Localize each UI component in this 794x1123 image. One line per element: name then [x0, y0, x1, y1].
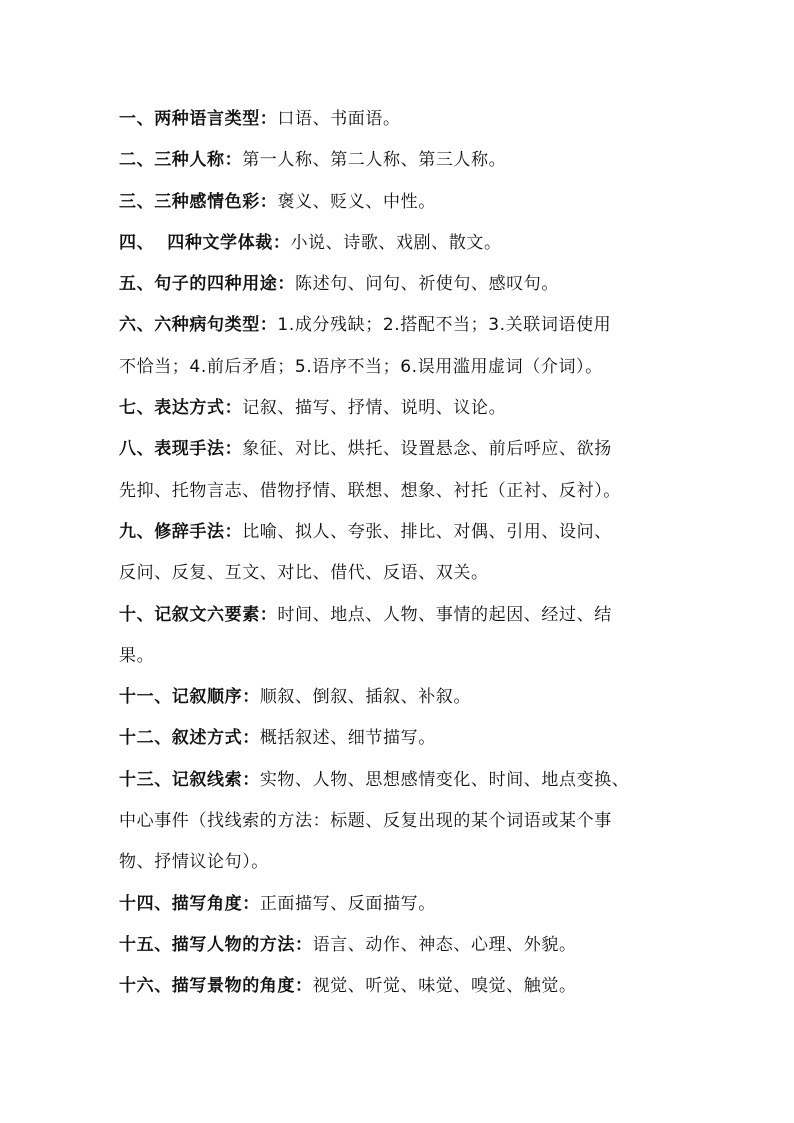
line-text: 视觉、听觉、味觉、嗅觉、触觉。 [312, 976, 577, 997]
line-text: 语言、动作、神态、心理、外貌。 [312, 934, 577, 955]
line-heading: 二、三种人称： [119, 150, 243, 171]
text-line [119, 186, 704, 227]
text-line [119, 309, 704, 350]
line-heading: 八、表现手法： [119, 439, 243, 460]
line-text: 反问、反复、互文、对比、借代、反语、双关。 [119, 563, 489, 584]
text-line [119, 557, 704, 598]
line-text: 物、抒情议论句）。 [119, 852, 269, 873]
line-text: 记叙、描写、抒情、说明、议论。 [242, 398, 507, 419]
text-line [119, 392, 704, 433]
line-text: 第一人称、第二人称、第三人称。 [242, 150, 507, 171]
line-heading: 一、两种语言类型： [119, 109, 278, 129]
text-line [119, 227, 704, 268]
text-line [119, 640, 704, 681]
text-line [119, 144, 704, 185]
line-text: 先抑、托物言志、借物抒情、联想、想象、衬托（正衬、反衬）。 [119, 480, 621, 501]
line-text: 比喻、拟人、夸张、排比、对偶、引用、设问、 [242, 521, 612, 542]
line-heading: 十四、描写角度： [119, 893, 260, 914]
text-line [119, 846, 704, 887]
line-heading: 十三、记叙线索： [119, 769, 260, 790]
text-line [119, 722, 704, 763]
text-line [119, 103, 704, 144]
text-line [119, 351, 704, 392]
text-line [119, 764, 704, 805]
text-line [119, 599, 704, 640]
line-text: 中心事件（找线索的方法：标题、反复出现的某个词语或某个事 [119, 811, 612, 832]
line-text: 概括叙述、细节描写。 [259, 728, 436, 749]
line-text: 陈述句、问句、祈使句、感叹句。 [295, 274, 559, 295]
text-line [119, 475, 704, 516]
text-line [119, 516, 704, 557]
line-text: 口语、书面语。 [277, 109, 401, 129]
line-text: 果。 [119, 645, 155, 666]
text-line [119, 970, 704, 1011]
line-text: 不恰当；4.前后矛盾；5.语序不当；6.误用滥用虚词（介词）。 [119, 356, 603, 377]
line-heading: 三、三种感情色彩： [119, 191, 278, 212]
line-heading: 五、句子的四种用途： [119, 274, 295, 295]
line-heading: 十二、叙述方式： [119, 728, 260, 749]
line-heading: 十、记叙文六要素： [119, 604, 278, 625]
text-line [119, 929, 704, 970]
document-body [119, 103, 704, 1012]
line-text: 时间、地点、人物、事情的起因、经过、结 [277, 604, 612, 625]
text-line [119, 681, 704, 722]
line-text: 褒义、贬义、中性。 [277, 191, 436, 212]
text-line [119, 888, 704, 929]
text-line [119, 433, 704, 474]
line-heading: 十六、描写景物的角度： [119, 976, 313, 997]
line-heading: 六、六种病句类型： [119, 315, 278, 336]
text-line [119, 268, 704, 309]
line-heading: 九、修辞手法： [119, 521, 243, 542]
line-heading: 四、 四种文学体裁： [119, 232, 291, 253]
line-text: 顺叙、倒叙、插叙、补叙。 [259, 687, 472, 708]
line-heading: 七、表达方式： [119, 398, 243, 419]
line-heading: 十五、描写人物的方法： [119, 934, 313, 955]
text-line [119, 805, 704, 846]
line-heading: 十一、记叙顺序： [119, 687, 260, 708]
line-text: 1.成分残缺；2.搭配不当；3.关联词语使用 [277, 315, 612, 336]
line-text: 小说、诗歌、戏剧、散文。 [290, 232, 502, 253]
line-text: 象征、对比、烘托、设置悬念、前后呼应、欲扬 [242, 439, 612, 460]
line-text: 正面描写、反面描写。 [259, 893, 436, 914]
line-text: 实物、人物、思想感情变化、时间、地点变换、 [259, 769, 630, 790]
